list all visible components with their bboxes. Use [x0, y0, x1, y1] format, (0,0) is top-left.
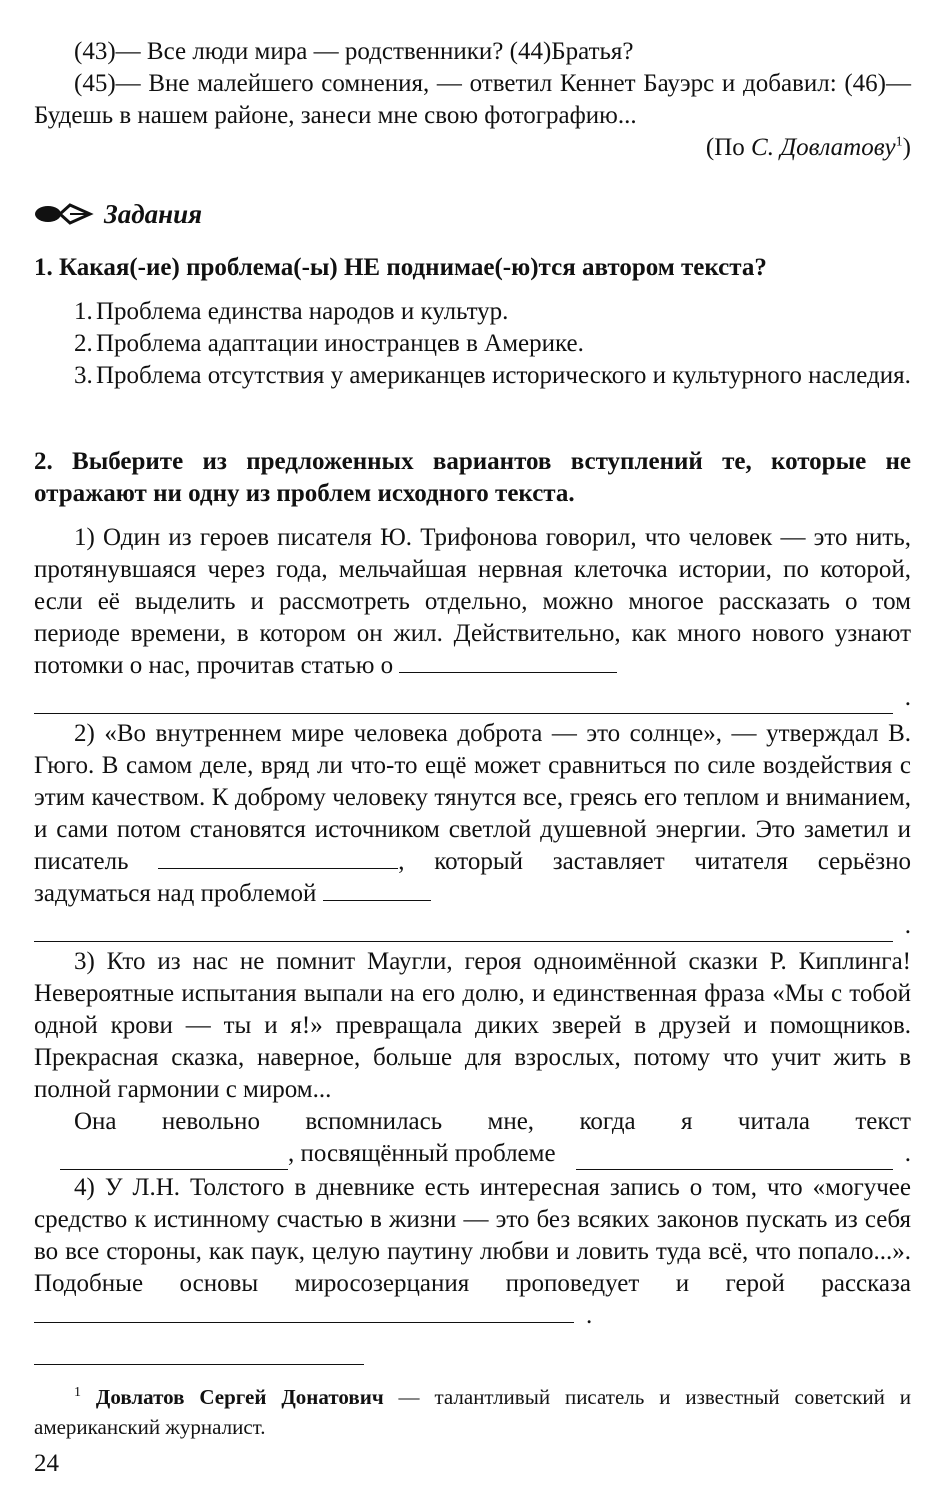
period: .: [904, 1140, 911, 1167]
answer-blank[interactable]: [576, 1147, 893, 1170]
option-text: Проблема адаптации иностранцев в Америке.: [96, 330, 584, 357]
footnote-name: Довлатов Сергей Донатович: [95, 1385, 384, 1409]
variant-3-last-line: [34, 1138, 911, 1170]
answer-blank[interactable]: [158, 846, 398, 869]
option-text: Проблема отсутствия у американцев исторического и культурного наследия.: [96, 362, 911, 389]
intro-paragraph-45: (45)— Вне малейшего сомнения, — ответил Кеннет Бауэрс и добавил: (46)— Будешь в нашем районе, занеси мне свою фотографию...: [34, 70, 911, 129]
footnote: [34, 1382, 911, 1442]
attribution-prefix: (По: [705, 134, 752, 161]
answer-blank[interactable]: [34, 919, 893, 942]
question-1-text: 1. Какая(-ие) проблема(-ы) НЕ поднимае(-ю)тся автором текста?: [34, 254, 767, 281]
answer-blank-line: [34, 910, 911, 942]
variant-4-body: 4) У Л.Н. Толстого в дневнике есть интересная запись о том, что «могучее средство к истинному счастью в жизни — это без всяких законов пускать из себя во все стороны, как паук, целую паутину любви и ловить туда всё, что попало...». Подобные основы миросозерцания проповедует и герой рассказа: [34, 1174, 911, 1297]
attribution: [34, 132, 911, 164]
variant-2: [34, 718, 911, 942]
page-number: 24: [34, 1450, 59, 1477]
option-number: 2.: [74, 330, 93, 357]
word: Она: [74, 1108, 117, 1135]
option-text: Проблема единства народов и культур.: [96, 298, 509, 325]
option-number: 1.: [74, 298, 93, 325]
attribution-author: С. Довлатову: [751, 134, 896, 161]
footnote-text: [34, 1382, 911, 1442]
word: текст: [855, 1108, 911, 1135]
answer-blank[interactable]: [34, 691, 893, 714]
attribution-suffix: ): [902, 134, 911, 161]
variant-2-continuation: , который заставляет читателя серьёзно задуматься над проблемой: [34, 848, 911, 907]
answer-blank[interactable]: [60, 1147, 288, 1170]
footnote-body: — талантливый писатель и известный советский и американский журналист.: [34, 1385, 911, 1439]
question-1-option-1: [34, 296, 911, 328]
question-1-option-3: [34, 360, 911, 392]
pen-nib-icon: [34, 199, 94, 229]
word: вспомнилась: [305, 1108, 443, 1135]
variant-3-spaced-line: [34, 1106, 911, 1138]
period: .: [904, 912, 911, 939]
word: читала: [737, 1108, 810, 1135]
question-1: [34, 252, 911, 392]
variant-4-text: [34, 1172, 911, 1332]
answer-blank-line: [34, 682, 911, 714]
variant-4: [34, 1172, 911, 1332]
intro-line-43: (43)— Все люди мира — родственники? (44)Братья?: [74, 38, 634, 65]
variant-2-text: [34, 718, 911, 910]
attribution-footnote-mark: 1: [895, 134, 903, 150]
footnote-divider: [34, 1364, 364, 1365]
answer-blank[interactable]: [323, 878, 431, 901]
variant-2-body: 2) «Во внутреннем мире человека доброта — это солнце», — утверждал В. Гюго. В самом деле, вряд ли что-то ещё может сравниться по силе воздействия с этим качеством. К доброму человеку тянутся все, греясь его теплом и вниманием, и сами потом становятся источником светлой душевной энергии. Это заметил и писатель: [34, 720, 911, 875]
word: невольно: [161, 1108, 260, 1135]
variant-1-body: 1) Один из героев писателя Ю. Трифонова говорил, что человек — это нить, протянувшаяся через года, мельчайшая нервная клеточка истории, по которой, если её выделить и рассмотреть отдельно, можно многое рассказать о том периоде времени, в котором он жил. Действительно, как много нового узнают потомки о нас, прочитав статью о: [34, 524, 911, 679]
period: .: [904, 684, 911, 711]
footnote-mark: 1: [74, 1385, 81, 1400]
tasks-heading-title: Задания: [104, 199, 203, 229]
tasks-heading: [34, 198, 911, 230]
variant-1: [34, 522, 911, 714]
period: .: [586, 1302, 593, 1329]
answer-blank[interactable]: [399, 650, 617, 673]
variant-1-text: [34, 522, 911, 682]
variant-3-tail: , посвящённый проблеме: [288, 1140, 556, 1167]
variant-3-text: 3) Кто из нас не помнит Маугли, героя одноимённой сказки Р. Киплинга! Невероятные испытания выпали на его долю, и единственная фраза «Мы с тобой одной крови — ты и я!» превращала диких зверей в друзей и помощников. Прекрасная сказка, наверное, больше для взрослых, потому что учит жить в полной гармонии с миром...: [34, 948, 911, 1103]
word: я: [681, 1108, 693, 1135]
question-2: [34, 446, 911, 510]
option-number: 3.: [74, 362, 93, 389]
question-1-option-2: [34, 328, 911, 360]
question-2-text: 2. Выберите из предложенных вариантов вступлений те, которые не отражают ни одну из проблем исходного текста.: [34, 448, 911, 507]
variant-3: [34, 946, 911, 1170]
answer-blank[interactable]: [34, 1300, 574, 1323]
word: мне,: [487, 1108, 535, 1135]
word: когда: [579, 1108, 636, 1135]
intro-text: [34, 36, 911, 164]
